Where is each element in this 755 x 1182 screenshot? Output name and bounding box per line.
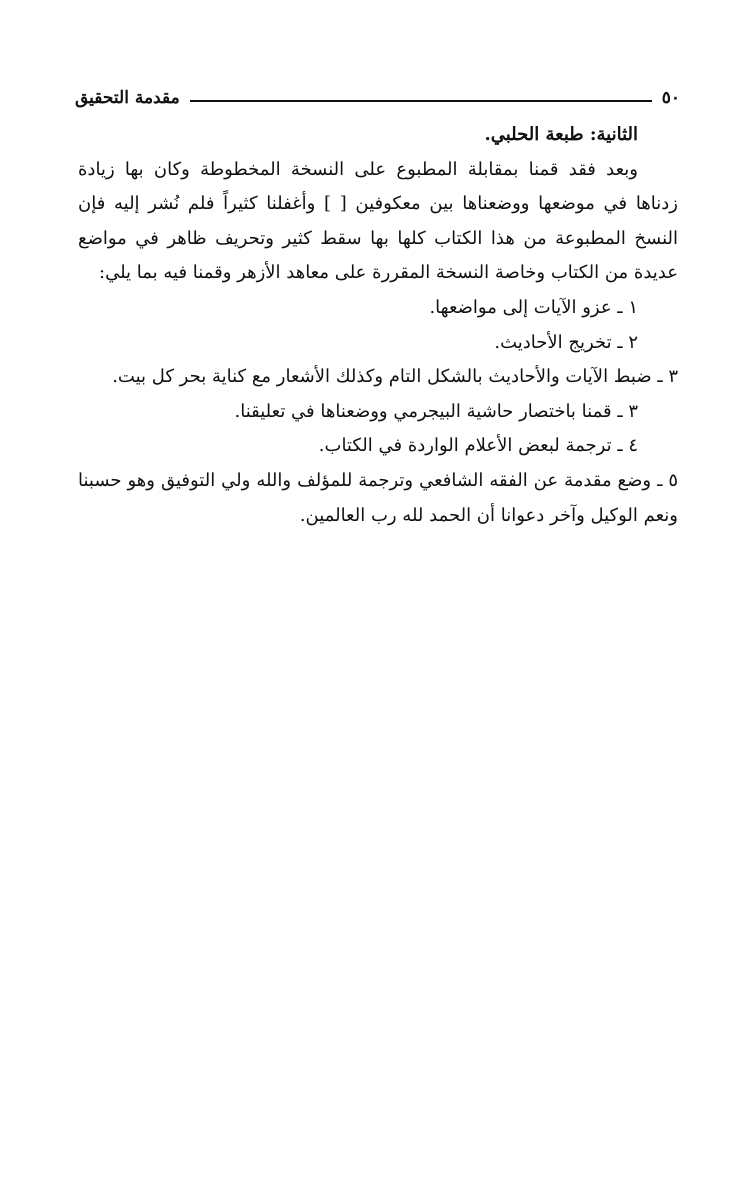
header-rule [190, 100, 652, 102]
running-header [75, 74, 680, 108]
item-text: ـ قمنا باختصار حاشية البيجرمي ووضعناها في تعليقنا. [234, 400, 623, 422]
page-number: ٥٠ [661, 88, 680, 108]
list-item [78, 395, 678, 430]
list-item [78, 464, 678, 533]
list-item [78, 360, 678, 395]
item-text: ـ ضبط الآيات والأحاديث بالشكل التام وكذلك الأشعار مع كناية بحر كل بيت. [112, 366, 663, 388]
item-number: ٤ [628, 435, 638, 457]
page-content [78, 118, 678, 533]
item-number: ٣ [668, 366, 678, 388]
item-number: ٢ [628, 331, 638, 353]
item-text: ـ عزو الآيات إلى مواضعها. [429, 296, 623, 318]
item-number: ٣ [628, 400, 638, 422]
intro-paragraph: وبعد فقد قمنا بمقابلة المطبوع على النسخة المخطوطة وكان بها زيادة زدناها في موضعها ووضعناها بين معكوفين [ ] وأغفلنا كثيراً فلم نُشر إليه فإن النسخ المطبوعة من هذا الكتاب كلها بها سقط كثير وتحريف ظاهر في مواضع عديدة من الكتاب وخاصة النسخة المقررة على معاهد الأزهر وقمنا فيه بما يلي: [78, 158, 678, 284]
list-item [78, 326, 678, 361]
item-text: ـ ترجمة لبعض الأعلام الواردة في الكتاب. [318, 435, 623, 457]
list-item [78, 429, 678, 464]
section-heading: الثانية: طبعة الحلبي. [484, 124, 638, 145]
running-title: مقدمة التحقيق [75, 88, 180, 108]
list-item [78, 291, 678, 326]
item-text: ـ وضع مقدمة عن الفقه الشافعي وترجمة للمؤلف والله ولي التوفيق وهو حسبنا ونعم الوكيل وآخر دعوانا أن الحمد لله رب العالمين. [78, 469, 678, 526]
item-number: ٥ [668, 469, 678, 491]
item-number: ١ [628, 296, 638, 318]
work-items-list [78, 291, 678, 533]
item-text: ـ تخريج الأحاديث. [494, 331, 623, 353]
